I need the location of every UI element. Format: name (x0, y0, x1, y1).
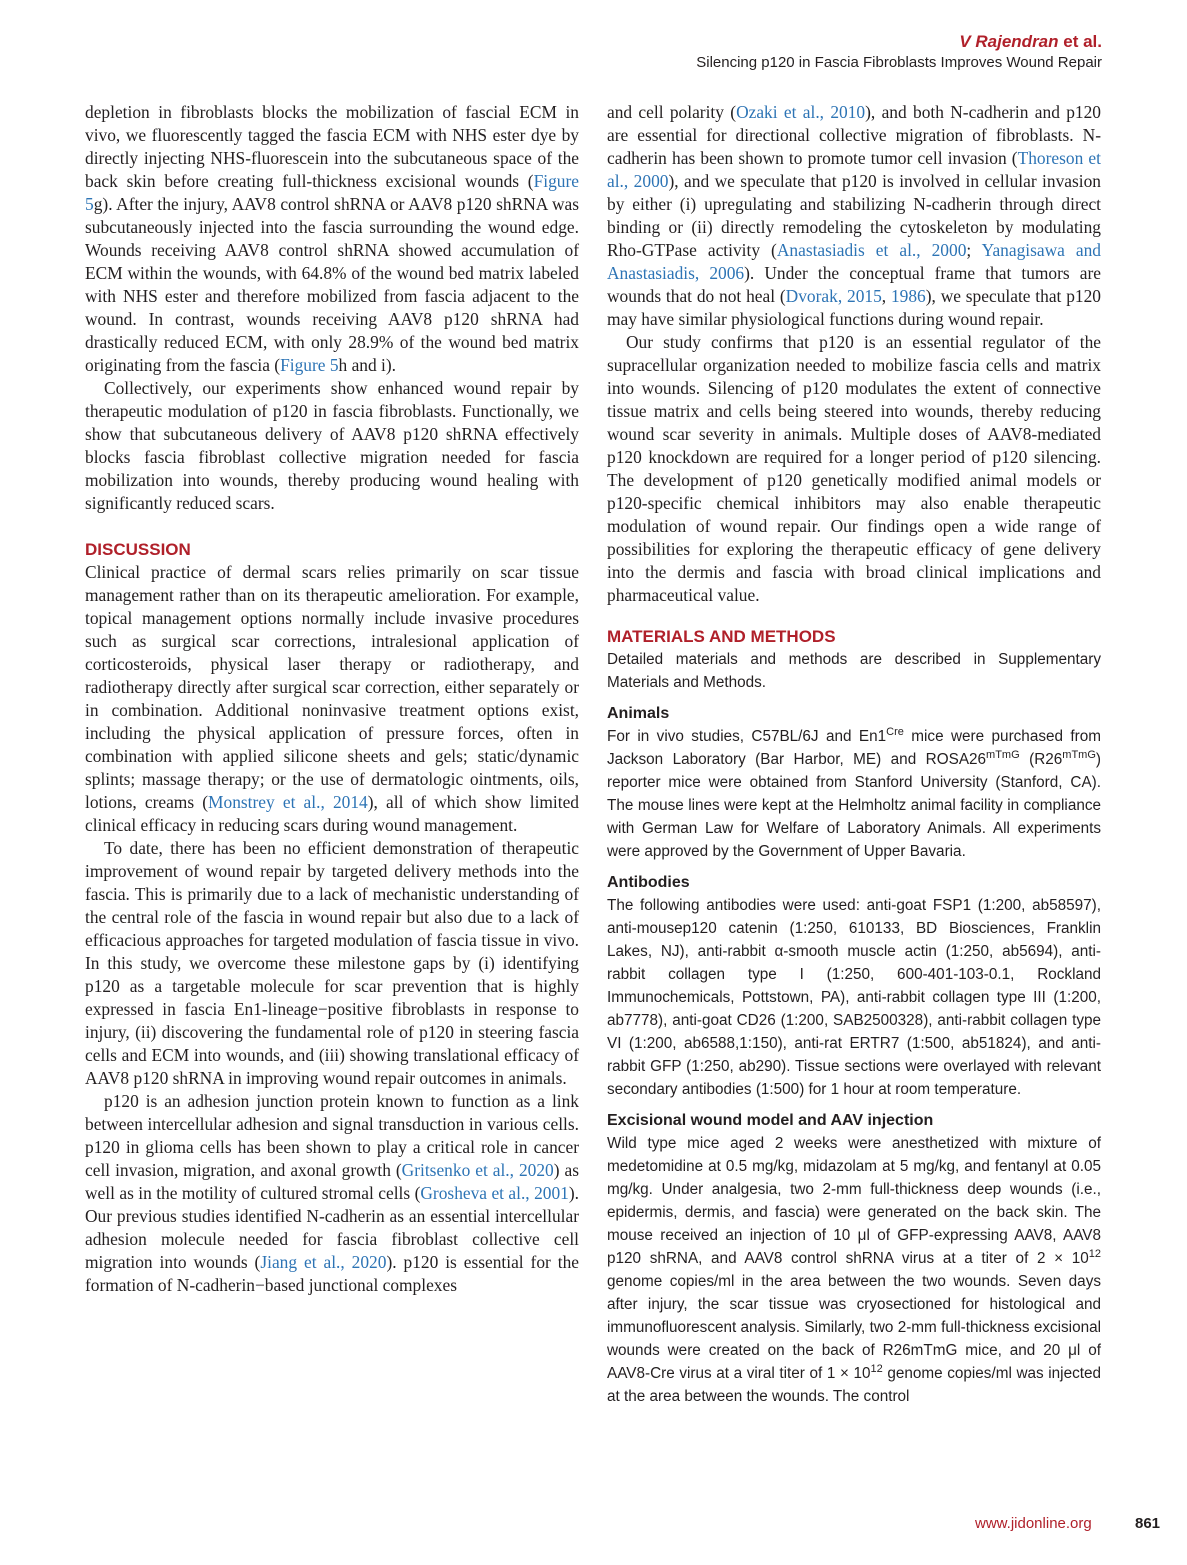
text: p120 is an adhesion junction protein known to function as a link between intercellular adhesion and signal transduction in various cells. p120 in glioma cells has been shown to play a critical role in cancer cell invasion, migration, and axonal growth ( (85, 1091, 579, 1180)
paragraph: Detailed materials and methods are described in Supplementary Materials and Methods. (607, 651, 1101, 691)
paragraph: Collectively, our experiments show enhanced wound repair by therapeutic modulation of p120 in fascia fibroblasts. Functionally, we show that subcutaneous delivery of AAV8 p120 shRNA effectively blocks fascia fibroblast collective migration needed for fascia mobilization into wounds, thereby producing wound healing with significantly reduced scars. (85, 378, 579, 513)
paragraph: The following antibodies were used: anti-goat FSP1 (1:200, ab58597), anti-mousep120 catenin (1:250, 610133, BD Biosciences, Franklin Lakes, NJ), anti-rabbit α-smooth muscle actin (1:250, ab5694), anti-rabbit collagen type I (1:250, 600-401-103-0.1, Rockland Immunochemicals, Pottstown, PA), anti-rabbit collagen type III (1:200, ab7778), anti-goat CD26 (1:200, SAB2500328), anti-rabbit collagen type VI (1:200, ab6588,1:150), anti-rat ERTR7 (1:500, ab51824), and anti-rabbit GFP (1:250, ab290). Tissue sections were overlayed with relevant secondary antibodies (1:500) for 1 hour at room temperature. (607, 897, 1101, 1098)
superscript: mTmG (1062, 748, 1096, 761)
text: genome copies/ml was injected at the area between the wounds. The control (607, 1365, 1101, 1405)
page-number: 861 (1135, 1515, 1161, 1532)
superscript: 12 (870, 1362, 883, 1375)
text: depletion in fibroblasts blocks the mobilization of fascial ECM in vivo, we fluorescently tagged the fascia ECM with NHS ester dye by directly injecting NHS-fluorescein into the subcutaneous space of the back skin before creating full-thickness excisional wounds ( (85, 102, 579, 191)
paragraph (607, 101, 1101, 331)
paragraph (85, 1090, 579, 1297)
header-authors (696, 32, 1102, 52)
paragraph (85, 561, 579, 837)
running-header (696, 32, 1102, 71)
right-column (607, 101, 1101, 1408)
text: (R26 (1019, 751, 1063, 768)
text: ), and both N-cadherin and p120 are essential for directional collective migration of fibroblasts. N-cadherin has been shown to promote tumor cell invasion ( (607, 102, 1101, 168)
subsection-heading-antibodies: Antibodies (607, 874, 690, 891)
left-column (85, 101, 579, 1297)
paragraph: To date, there has been no efficient demonstration of therapeutic improvement of wound repair by targeted delivery methods into the fascia. This is primarily due to a lack of mechanistic understanding of the central role of the fascia in wound repair but also due to a lack of efficacious approaches for targeted modulation of fascia tissue in vivo. In this study, we overcome these milestone gaps by (i) identifying p120 as a targetable molecule for scar prevention that is highly expressed in fascia En1-lineage−positive fibroblasts in response to injury, (ii) discovering the fundamental role of p120 in steering fascia cells and ECM into wounds, and (iii) showing translational efficacy of AAV8 p120 shRNA in improving wound repair outcomes in animals. (85, 838, 579, 1088)
text: ) reporter mice were obtained from Stanford University (Stanford, CA). The mouse lines were kept at the Helmholtz animal facility in compliance with German Law for Welfare of Laboratory Animals. All experiments were approved by the Government of Upper Bavaria. (607, 751, 1101, 860)
text: and cell polarity ( (607, 102, 737, 122)
section-heading-discussion: DISCUSSION (85, 540, 191, 559)
footer-website-link[interactable]: www.jidonline.org (975, 1515, 1092, 1532)
text: ) as well as in the motility of cultured stromal cells ( (85, 1160, 579, 1203)
text: ), we speculate that p120 may have similar physiological functions during wound repair. (607, 286, 1101, 329)
text: ). Under the conceptual frame that tumors are wounds that do not heal ( (607, 263, 1101, 306)
subsection-heading-excisional: Excisional wound model and AAV injection (607, 1112, 934, 1129)
text: Wild type mice aged 2 weeks were anesthetized with mixture of medetomidine at 0.5 mg/kg, midazolam at 5 mg/kg, and fentanyl at 0.05 mg/kg. Under analgesia, two 2-mm full-thickness deep wounds (i.e., epidermis, dermis, and fascia) were generated on the back skin. The mouse received an injection of 10 μl of GFP-expressing AAV8, AAV8 p120 shRNA, and AAV8 control shRNA virus at a titer of 2 × 10 (607, 1135, 1101, 1267)
text: ; (966, 240, 982, 260)
citation-link[interactable]: Grosheva et al., 2001 (420, 1183, 569, 1203)
text: genome copies/ml in the area between the two wounds. Seven days after injury, the scar tissue was cryosectioned for histological and immunofluorescent analysis. Similarly, two 2-mm full-thickness excisional wounds were created on the back of R26mTmG mice, and 20 μl of AAV8-Cre virus at a viral titer of 1 × 10 (607, 1273, 1101, 1382)
citation-link[interactable]: Thoreson et al., 2000 (607, 148, 1101, 191)
figure-link[interactable]: Figure 5 (85, 171, 579, 214)
citation-link[interactable]: Ozaki et al., 2010 (736, 102, 866, 122)
superscript: 12 (1088, 1247, 1101, 1260)
text: , (881, 286, 891, 306)
paragraph (85, 101, 579, 377)
text: mice were purchased from Jackson Laboratory (Bar Harbor, ME) and ROSA26 (607, 728, 1101, 768)
superscript: Cre (886, 725, 904, 738)
header-running-title: Silencing p120 in Fascia Fibroblasts Improves Wound Repair (696, 54, 1102, 71)
text: For in vivo studies, C57BL/6J and En1 (607, 728, 887, 745)
text: ), all of which show limited clinical efficacy in reducing scars during wound management. (85, 792, 580, 835)
text: g). After the injury, AAV8 control shRNA or AAV8 p120 shRNA was subcutaneously injected into the fascia surrounding the wound edge. Wounds receiving AAV8 control shRNA showed accumulation of ECM within the wounds, with 64.8% of the wound bed matrix labeled with NHS ester and therefore mobilized from fascia adjacent to the wound. In contrast, wounds receiving AAV8 p120 shRNA had drastically reduced ECM, with only 28.9% of the wound bed matrix originating from the fascia ( (85, 194, 579, 375)
paragraph: Our study confirms that p120 is an essential regulator of the supracellular organization needed to mobilize fascia cells and matrix into wounds. Silencing of p120 modulates the extent of connective tissue matrix and cells being steered into wounds, thereby reducing wound scar severity in animals. Multiple doses of AAV8-mediated p120 knockdown are required for a longer period of p120 silencing. The development of p120 genetically modified animal models or p120-specific chemical inhibitors may also enable therapeutic modulation of wound repair. Our findings open a wide range of possibilities for exploring the therapeutic efficacy of gene delivery into the dermis and fascia with broad clinical implications and pharmaceutical value. (607, 332, 1101, 605)
superscript: mTmG (986, 748, 1020, 761)
text: h and i). (338, 355, 397, 375)
citation-link[interactable]: Yanagisawa and Anastasiadis, 2006 (607, 240, 1101, 283)
citation-link[interactable]: Dvorak, 2015 (785, 286, 882, 306)
text: ). p120 is essential for the formation of N-cadherin−based junctional complexes (85, 1252, 579, 1295)
paragraph (607, 1132, 1101, 1408)
figure-link[interactable]: Figure 5 (280, 355, 339, 375)
paragraph (607, 725, 1101, 863)
citation-link[interactable]: Monstrey et al., 2014 (208, 792, 368, 812)
citation-link[interactable]: Jiang et al., 2020 (260, 1252, 387, 1272)
section-heading-methods: MATERIALS AND METHODS (607, 627, 836, 646)
citation-link[interactable]: Gritsenko et al., 2020 (401, 1160, 554, 1180)
author-suffix: et al. (1058, 32, 1102, 51)
text: ). Our previous studies identified N-cadherin as an essential intercellular adhesion molecule needed for fascia fibroblast collective cell migration into wounds ( (85, 1183, 580, 1272)
text: ), and we speculate that p120 is involved in cellular invasion by either (i) upregulating and stabilizing N-cadherin through direct binding or (ii) directly remodeling the cytoskeleton by modulating Rho-GTPase activity ( (607, 171, 1101, 260)
author-name: V Rajendran (959, 32, 1059, 51)
text: Clinical practice of dermal scars relies primarily on scar tissue management rather than on its therapeutic amelioration. For example, topical management options normally include invasive procedures such as surgical scar corrections, intralesional application of corticosteroids, physical laser therapy or radiotherapy, and radiotherapy directly after surgical scar correction, either separately or in combination. Additional noninvasive treatment options exist, including the physical application of pressure forces, often in combination with applied silicone sheets and gels; static/dynamic splints; massage therapy; or the use of dermatologic ointments, oils, lotions, creams ( (85, 562, 579, 812)
subsection-heading-animals: Animals (607, 705, 670, 722)
citation-link[interactable]: Anastasiadis et al., 2000 (776, 240, 967, 260)
citation-link[interactable]: 1986 (890, 286, 926, 306)
